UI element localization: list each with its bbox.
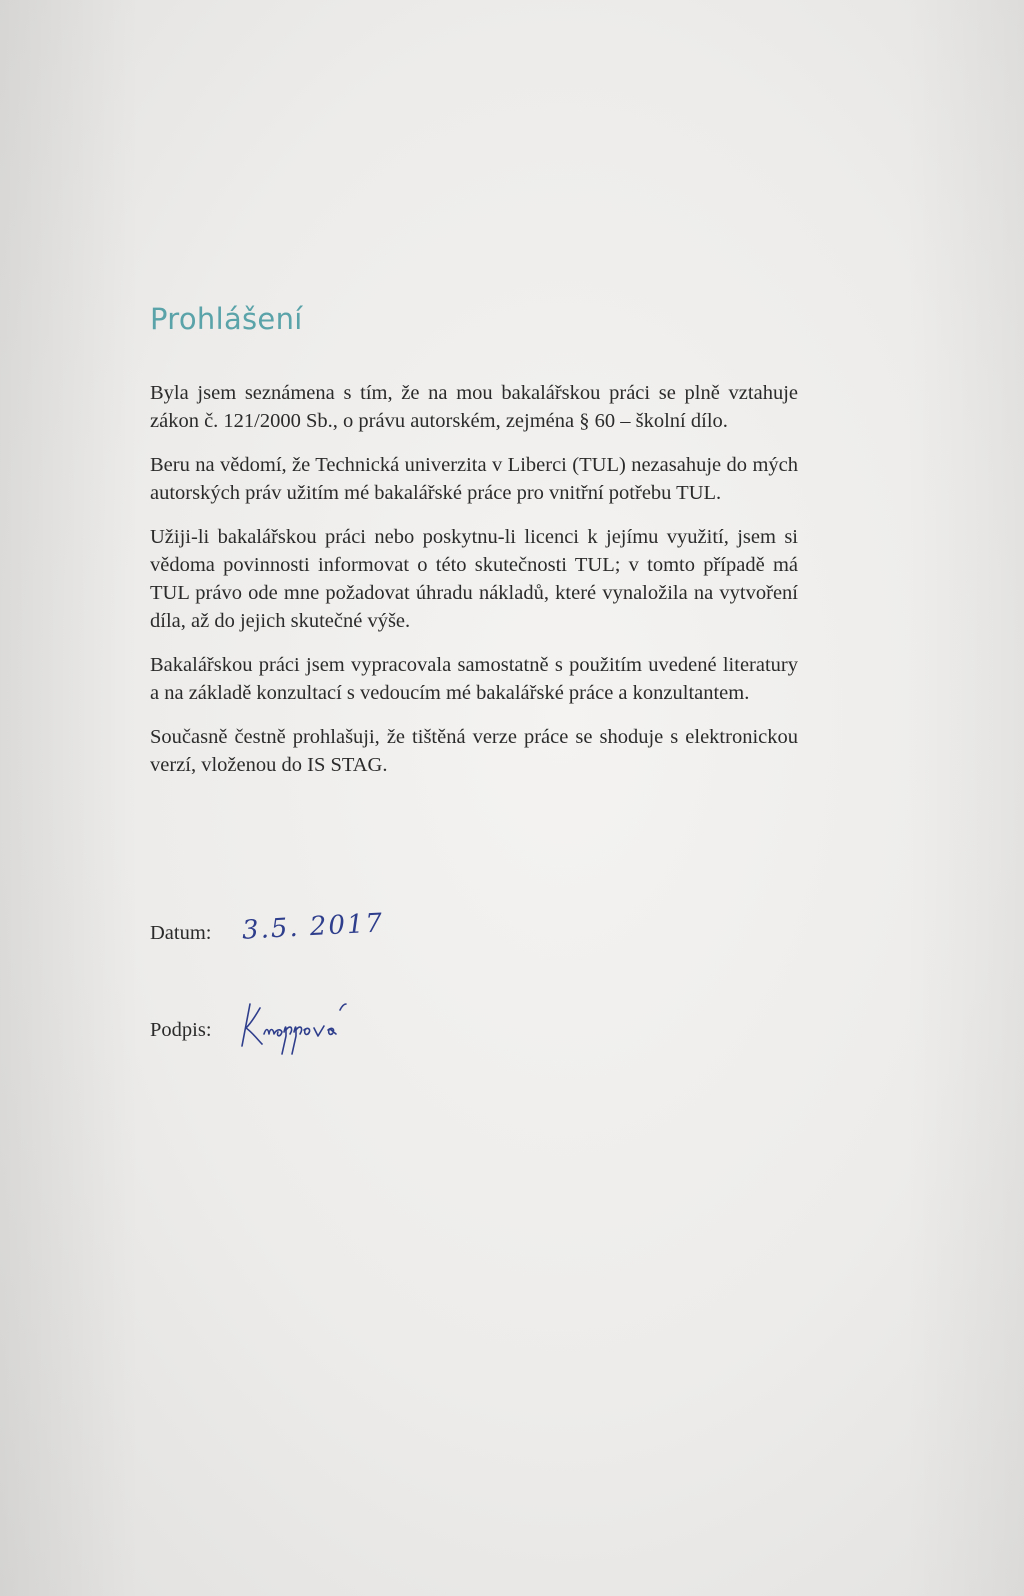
paragraph-university-use: Beru na vědomí, že Technická univerzita v Liberci (TUL) nezasahuje do mých autorských práv užitím mé bakalářské práce pro vnitřní potřebu TUL. [150, 454, 798, 504]
paragraph-independent-work: Bakalářskou práci jsem vypracovala samostatně s použitím uvedené literatury a na základě konzultací s vedoucím mé bakalářské práce a konzultantem. [150, 654, 798, 704]
paragraph-printed-version: Současně čestně prohlašuji, že tištěná verze práce se shoduje s elektronickou verzí, vloženou do IS STAG. [150, 726, 798, 776]
handwritten-signature [236, 996, 366, 1056]
page-shadow-right [904, 0, 1024, 1596]
paragraph-licence: Užiji-li bakalářskou práci nebo poskytnu-li licenci k jejímu využití, jsem si vědoma povinnosti informovat o této skutečnosti TUL; v tomto případě má TUL právo ode mne požadovat úhradu nákladů, které vynaložila na vytvoření díla, až do jejich skutečné výše. [150, 526, 798, 632]
signature-label: Podpis: [150, 1019, 212, 1041]
paragraph-copyright-law: Byla jsem seznámena s tím, že na mou bakalářskou práci se plně vztahuje zákon č. 121/2000 Sb., o právu autorském, zejména § 60 – školní dílo. [150, 382, 798, 432]
date-label: Datum: [150, 922, 212, 944]
handwritten-date: 3.5. 2017 [241, 908, 385, 946]
page-title: Prohlášení [150, 302, 303, 336]
declaration-body [150, 379, 798, 795]
page-shadow-left [0, 0, 140, 1596]
